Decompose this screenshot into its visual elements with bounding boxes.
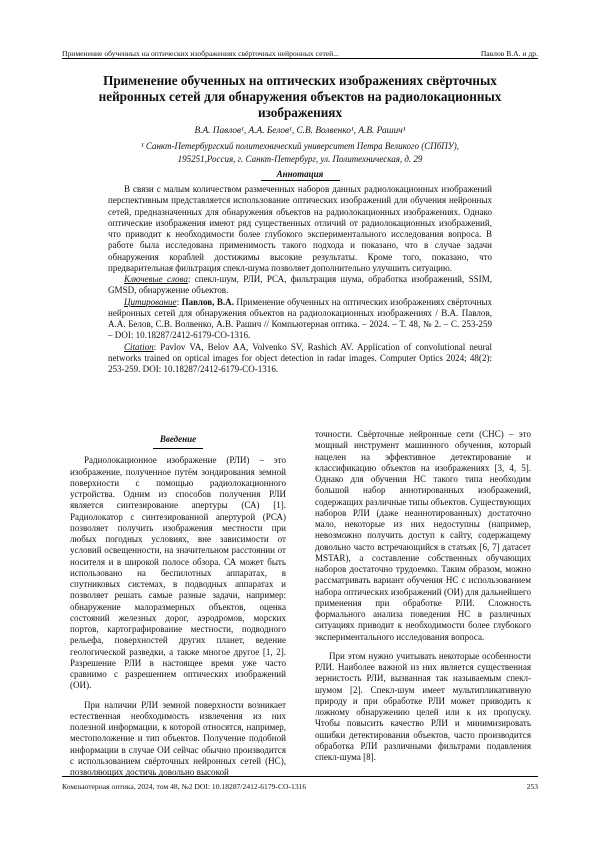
affiliation-line-1: ¹ Санкт-Петербургский политехнический университет Петра Великого (СПбПУ), <box>140 141 460 151</box>
running-header-authors: Павлов В.А. и др. <box>480 49 538 58</box>
intro-paragraph-3: точности. Свёрточные нейронные сети (СНС) – это мощный инструмент машинного обучения, который нацелен на эффективное детектирование и классификацию объектов на изображениях [3, 4, 5]. Однако для обучения НС такого типа необходим большой набор аннотированных изображений, содержащих различные типы объектов. Существующих наборов РЛИ (даже неаннотированных) достаточно мало, некоторые из них недоступны (например, невозможно получить доступ к сайту, содержащему довольно часто встречающийся в статьях [6, 7] датасет MSTAR), а составление собственных обучающих наборов достаточно трудоемко. Таким образом, можно рассматривать вариант обучения НС с использованием набора оптических изображений (ОИ) для дальнейшего применения при обработке РЛИ. Сложность формального анализа поведения НС в различных ситуациях приводит к необходимости более глубокого экспериментального исследования вопроса. <box>315 429 531 642</box>
left-column <box>70 434 286 778</box>
right-column <box>315 429 531 763</box>
footer-divider <box>62 776 538 777</box>
abstract-text: В связи с малым количеством размеченных наборов данных радиолокационных изображений перспективным представляется использование оптических изображений для обучения нейронных сетей, предназначенных для обнаружения объектов на радиолокационных изображениях. Однако оптические изображения имеют ряд существенных отличий от радиолокационных изображений, что приводит к необходимости более глубокого экспериментального исследования вопроса. В работе была исследована применимость такого подхода и показано, что в случае задачи обнаружения кораблей достижимы высокие результаты. Кроме того, показано, что предварительная фильтрация спекл-шума позволяет дополнительно улучшить ситуацию. <box>108 184 492 273</box>
intro-paragraph-4: При этом нужно учитывать некоторые особенности РЛИ. Наиболее важной из них является существенная зернистость РЛИ, вызванная так называемым спекл-шумом [2]. Спекл-шум имеет мультипликативную природу и при обработке РЛИ может приводить к ложному обнаружению целей или к их пропуску. Чтобы повысить качество РЛИ и минимизировать ошибки детектирования объектов, часто производится обработка РЛИ различными фильтрами подавления спекл-шума [8]. <box>315 650 531 762</box>
citation-ru-authors: Павлов, В.А. <box>181 296 234 307</box>
intro-paragraph-2: При наличии РЛИ земной поверхности возникает естественная необходимость извлечения из них полезной информации, к которой относятся, например, местоположение и тип объектов. Получение подобной информации в случае ОИ сейчас обычно производится с использованием свёрточных нейронных сетей (НС), позволяющих достичь довольно высокой <box>70 699 286 777</box>
abstract-block <box>108 184 492 375</box>
citation-en-label: Citation <box>124 341 154 352</box>
paper-title: Применение обученных на оптических изображениях свёрточных нейронных сетей для обнаружения объектов на радиолокационных изображениях <box>98 73 502 120</box>
keywords-label: Ключевые слова <box>124 274 188 284</box>
keywords <box>108 274 492 297</box>
citation-ru-text: Применение обученных на оптических изображениях свёрточных нейронных сетей для обнаружения объектов на радиолокационных изображениях / В.А. Павлов, А.А. Белов, С.В. Волвенко, А.В. Рашич // Компьютерная оптика. – 2024. – Т. 48, № 2. – С. 253-259 – DOI: 10.18287/2412-6179-CO-1316. <box>108 296 493 341</box>
citation-ru: Цитирование: Павлов, В.А. Применение обученных на оптических изображениях свёрточных нейронных сетей для обнаружения объектов на радиолокационных изображениях / В.А. Павлов, А.А. Белов, С.В. Волвенко, А.В. Рашич // Компьютерная оптика. – 2024. – Т. 48, № 2. – С. 253-259 – DOI: 10.18287/2412-6179-CO-1316. <box>108 296 493 341</box>
running-footer <box>62 780 538 792</box>
running-header <box>62 44 538 58</box>
citation-ru-label: Цитирование <box>124 296 177 307</box>
intro-heading: Введение <box>159 434 197 444</box>
running-header-title: Применение обученных на оптических изображениях свёрточных нейронных сетей... <box>62 49 339 58</box>
intro-heading-underline <box>153 448 203 449</box>
page-number: 253 <box>526 781 538 791</box>
header-divider <box>62 58 538 59</box>
journal-info: Компьютерная оптика, 2024, том 48, №2 DOI: 10.18287/2412-6179-CO-1316 <box>62 781 307 791</box>
abstract-heading-underline <box>261 180 340 181</box>
keywords-text: : спекл-шум, РЛИ, РСА, фильтрация шума, обработка изображений, SSIM, GMSD, обнаружение объектов. <box>108 274 492 296</box>
intro-paragraph-1: Радиолокационное изображение (РЛИ) – это изображение, полученное путём зондирования земной поверхности с помощью радиолокационного устройства. Одним из способов получения РЛИ является синтезирование апертуры (СА) [1]. Радиолокатор с синтезированной апертурой (РСА) позволяет получить изображения местности при любых погодных условиях, вне зависимости от условий освещенности, на значительном расстоянии от носителя и в широкой полосе обзора. СА может быть использовано на беспилотных аппаратах, в спутниковых системах, в подводных аппаратах и позволяет решать самые разные задачи, например: обнаружение малоразмерных объектов, оценка состояний железных дорог, аэродромов, морских портов, картографирование местности, подводного рельефа, поверхностей других планет, ведение геологической разведки, а также многое другое [1, 2]. Разрешение РЛИ в настоящее время уже часто сравнимо с разрешением оптических изображений (ОИ). <box>70 455 286 691</box>
author-list: В.А. Павлов¹, А.А. Белов¹, С.В. Волвенко¹, А.В. Рашич¹ <box>194 126 406 136</box>
affiliation-line-2: 195251,Россия, г. Санкт-Петербург, ул. Политехническая, д. 29 <box>177 153 423 164</box>
abstract-heading: Аннотация <box>276 169 324 179</box>
citation-en <box>108 342 492 376</box>
affiliation <box>70 140 530 165</box>
citation-en-text: : Pavlov VA, Belov AA, Volvenko SV, Rashich AV. Application of convolutional neural networks trained on optical images for object detection in radar images. Computer Optics 2024; 48(2): 253-259. DOI: 10.18287/2412-6179-CO-1316. <box>108 341 492 374</box>
